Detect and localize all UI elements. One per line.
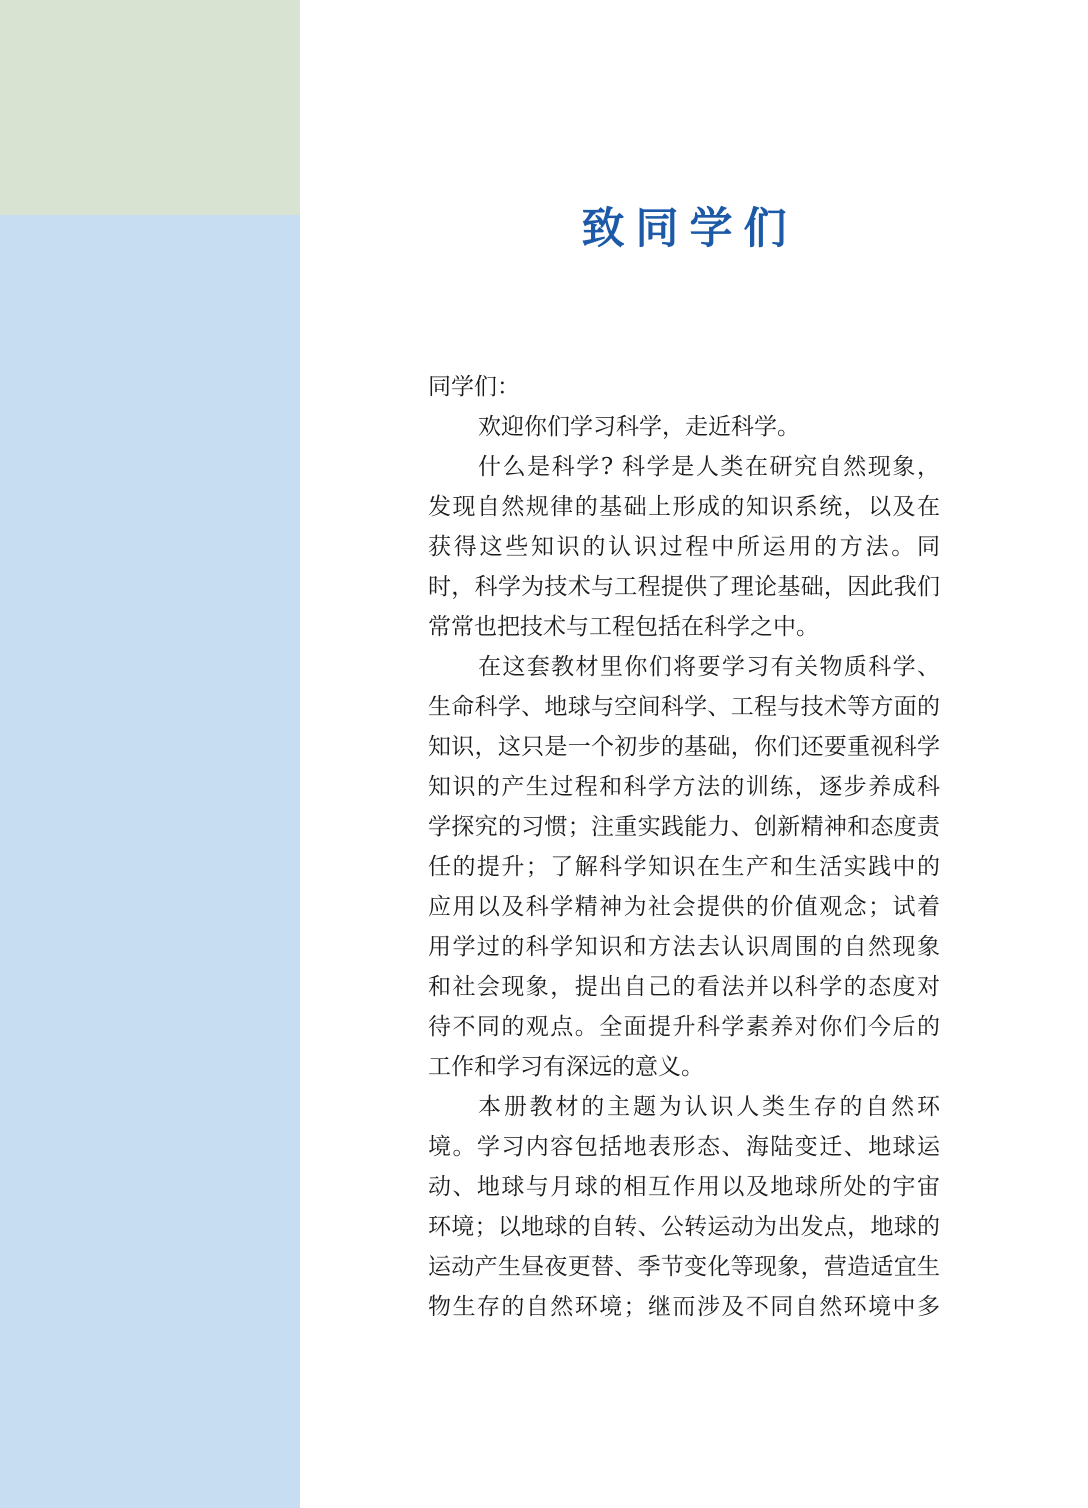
- text-line: 待不同的观点。全面提升科学素养对你们今后的: [428, 1014, 940, 1040]
- text-line: 生命科学、地球与空间科学、工程与技术等方面的: [428, 694, 940, 720]
- text-line: 动、地球与月球的相互作用以及地球所处的宇宙: [428, 1174, 940, 1200]
- text-line: 应用以及科学精神为社会提供的价值观念；试着: [428, 894, 940, 920]
- text-line: 用学过的科学知识和方法去认识周围的自然现象: [428, 934, 940, 960]
- text-line: 工作和学习有深远的意义。: [428, 1054, 704, 1080]
- sidebar-green-block: [0, 0, 300, 215]
- letter-body: [428, 367, 940, 1327]
- text-line: 运动产生昼夜更替、季节变化等现象，营造适宜生: [428, 1254, 940, 1280]
- text-line: 在这套教材里你们将要学习有关物质科学、: [478, 654, 940, 680]
- text-line: 物生存的自然环境；继而涉及不同自然环境中多: [428, 1294, 940, 1320]
- text-line: 同学们：: [428, 374, 520, 400]
- text-line: 什么是科学? 科学是人类在研究自然现象，: [478, 454, 940, 480]
- text-line: 时，科学为技术与工程提供了理论基础，因此我们: [428, 574, 940, 600]
- text-line: 知识的产生过程和科学方法的训练，逐步养成科: [428, 774, 940, 800]
- text-line: 任的提升；了解科学知识在生产和生活实践中的: [428, 854, 940, 880]
- text-line: 知识，这只是一个初步的基础，你们还要重视科学: [428, 734, 940, 760]
- text-line: 发现自然规律的基础上形成的知识系统，以及在: [428, 494, 940, 520]
- text-line: 获得这些知识的认识过程中所运用的方法。同: [428, 534, 940, 560]
- text-line: 境。学习内容包括地表形态、海陆变迁、地球运: [428, 1134, 940, 1160]
- text-line: 欢迎你们学习科学，走近科学。: [478, 414, 800, 440]
- text-line: 本册教材的主题为认识人类生存的自然环: [478, 1094, 940, 1120]
- page-title: 致同学们: [581, 204, 798, 254]
- sidebar-blue-block: [0, 215, 300, 1508]
- text-line: 环境；以地球的自转、公转运动为出发点，地球的: [428, 1214, 940, 1240]
- text-line: 常常也把技术与工程包括在科学之中。: [428, 614, 819, 640]
- text-line: 学探究的习惯；注重实践能力、创新精神和态度责: [428, 814, 940, 840]
- text-line: 和社会现象，提出自己的看法并以科学的态度对: [428, 974, 940, 1000]
